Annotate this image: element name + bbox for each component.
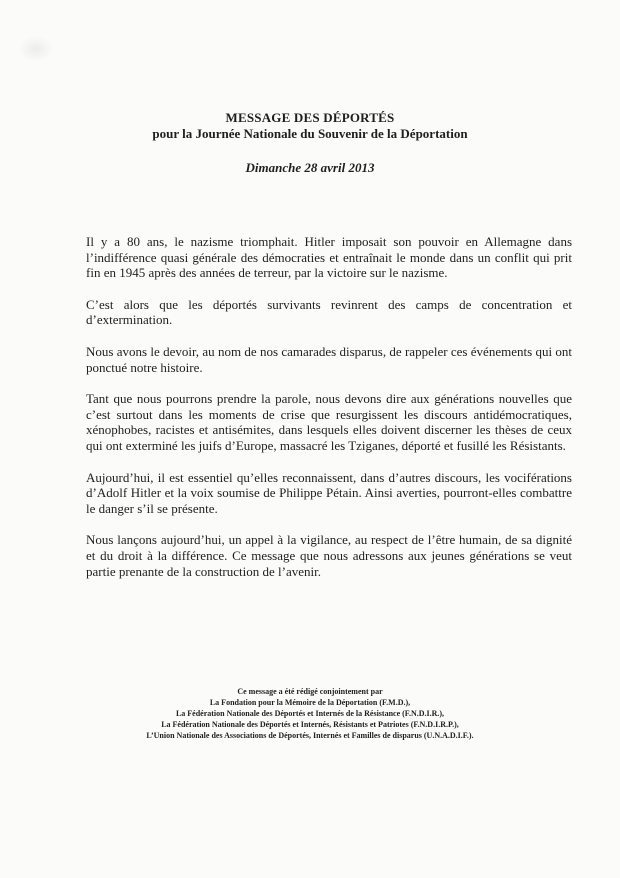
paragraph-appeal: Nous lançons aujourd’hui, un appel à la vigilance, au respect de l’être humain, de sa dignité et du droit à la différence. Ce message que nous adressons aux jeunes générations se veut partie prenante de la construction de l’avenir. xyxy=(86,532,572,579)
paragraph-warning: Tant que nous pourrons prendre la parole, nous devons dire aux générations nouvelles que c’est surtout dans les moments de crise que resurgissent les discours antidémocratiques, xénophobes, racistes et antisémites, dans lesquels elles doivent discerner les thèses de ceux qui ont exterminé les juifs d’Europe, massacré les Tziganes, déporté et fusillé les Résistants. xyxy=(86,391,572,453)
document-subtitle: pour la Journée Nationale du Souvenir de la Déportation xyxy=(152,126,468,141)
paragraph-intro: Il y a 80 ans, le nazisme triomphait. Hitler imposait son pouvoir en Allemagne dans l’indifférence quasi générale des démocraties et entraînait le monde dans un conflit qui prit fin en 1945 après des années de terreur, par la victoire sur le nazisme. xyxy=(86,234,572,281)
credit-line: La Fondation pour la Mémoire de la Déportation (F.M.D.), xyxy=(209,698,411,707)
scan-artifact xyxy=(18,36,54,62)
credit-line: Ce message a été rédigé conjointement par xyxy=(237,687,383,696)
message-body xyxy=(86,234,572,595)
paragraph-recognition: Aujourd’hui, il est essentiel qu’elles reconnaissent, dans d’autres discours, les vociférations d’Adolf Hitler et la voix soumise de Philippe Pétain. Ainsi averties, pourront-elles combattre le danger s’il se présente. xyxy=(86,469,572,516)
document-title: MESSAGE DES DÉPORTÉS xyxy=(225,110,395,125)
paragraph-duty: Nous avons le devoir, au nom de nos camarades disparus, de rappeler ces événements qui ont ponctué notre histoire. xyxy=(86,343,572,375)
paragraph-return: C’est alors que les déportés survivants revinrent des camps de concentration et d’extermination. xyxy=(86,296,572,328)
credit-line: La Fédération Nationale des Déportés et Internés de la Résistance (F.N.D.I.R.), xyxy=(175,709,445,718)
credit-line: La Fédération Nationale des Déportés et Internés, Résistants et Patriotes (F.N.D.I.R.P.), xyxy=(161,720,459,729)
credit-line: L’Union Nationale des Associations de Déportés, Internés et Familles de disparus (U.N.A.D.I.F.). xyxy=(146,731,474,740)
credits-block xyxy=(0,686,620,741)
document-date: Dimanche 28 avril 2013 xyxy=(245,160,375,175)
